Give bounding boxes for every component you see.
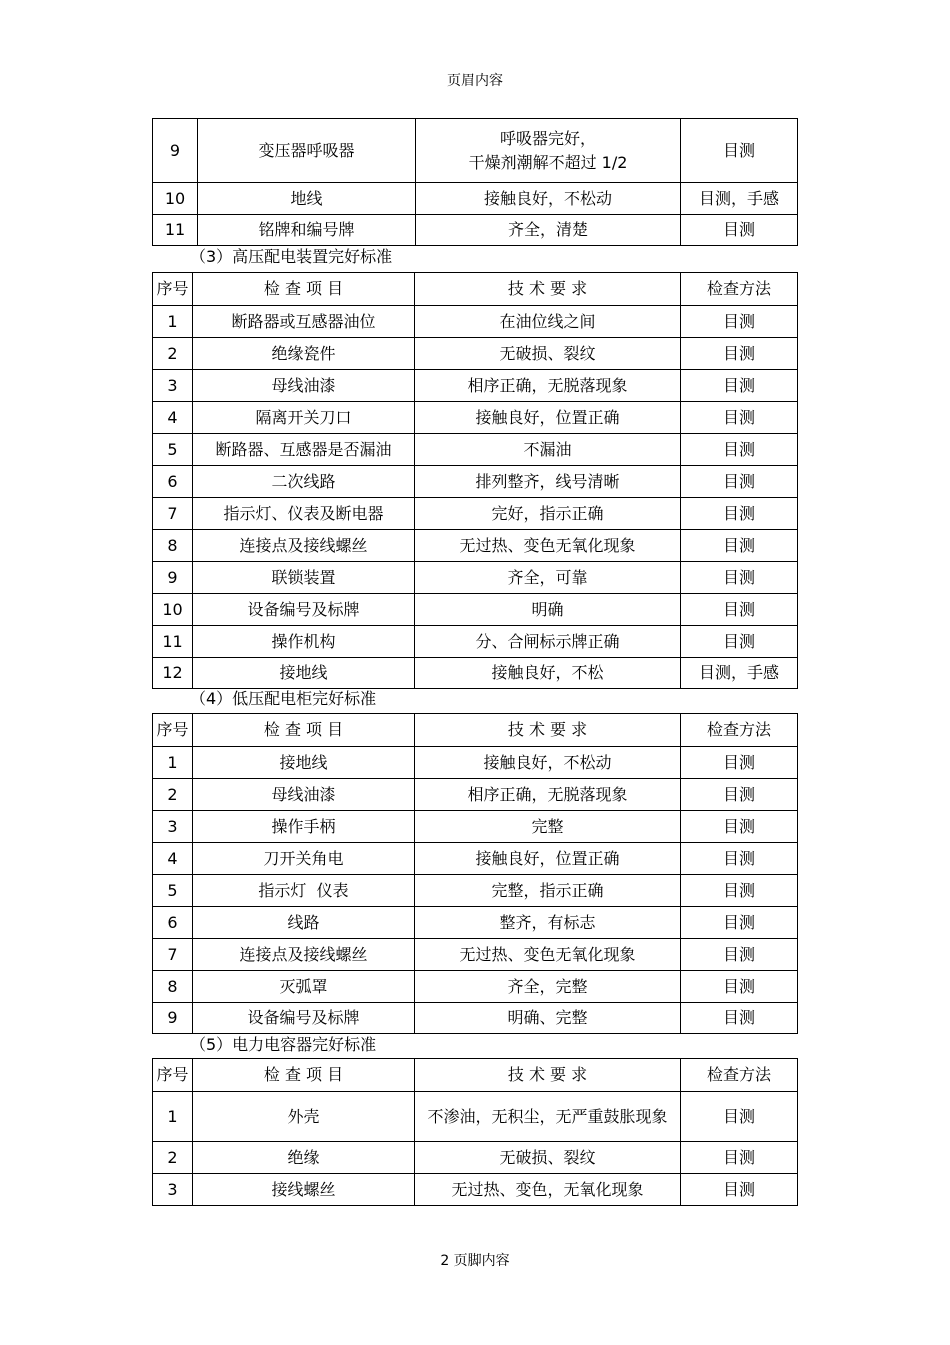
cell-no: 12 (153, 658, 193, 689)
cell-method: 目测 (681, 434, 798, 466)
table-row (153, 215, 798, 246)
header-no: 序号 (153, 273, 193, 306)
cell-method: 目测 (681, 747, 798, 779)
cell-no: 10 (153, 594, 193, 626)
header-method: 检查方法 (681, 1059, 798, 1092)
cell-method: 目测，手感 (681, 658, 798, 689)
cell-method: 目测 (681, 843, 798, 875)
cell-req: 明确 (415, 594, 681, 626)
cell-method: 目测 (681, 779, 798, 811)
table-header-row (153, 714, 798, 747)
cell-item: 铭牌和编号牌 (198, 215, 416, 246)
cell-item: 二次线路 (193, 466, 415, 498)
cell-req: 齐全，完整 (415, 971, 681, 1003)
table-row (153, 626, 798, 658)
cell-no: 7 (153, 939, 193, 971)
cell-req: 无破损、裂纹 (415, 1142, 681, 1174)
cell-req: 齐全，清楚 (416, 215, 681, 246)
cell-item: 线路 (193, 907, 415, 939)
cell-no: 3 (153, 811, 193, 843)
cell-req: 完整 (415, 811, 681, 843)
table-row (153, 907, 798, 939)
header-req: 技 术 要 求 (415, 714, 681, 747)
cell-no: 9 (153, 119, 198, 183)
cell-item: 指示灯 仪表 (193, 875, 415, 907)
table-row (153, 370, 798, 402)
cell-item: 绝缘 (193, 1142, 415, 1174)
cell-req: 齐全，可靠 (415, 562, 681, 594)
cell-item: 连接点及接线螺丝 (193, 939, 415, 971)
cell-method: 目测 (681, 562, 798, 594)
cell-method: 目测，手感 (681, 183, 798, 215)
cell-req: 相序正确，无脱落现象 (415, 779, 681, 811)
cell-no: 1 (153, 1092, 193, 1142)
cell-item: 断路器或互感器油位 (193, 306, 415, 338)
table-row (153, 338, 798, 370)
table-header-row (153, 273, 798, 306)
req-line-1: 呼吸器完好， (499, 128, 596, 148)
cell-req: 分、合闸标示牌正确 (415, 626, 681, 658)
cell-method: 目测 (681, 626, 798, 658)
cell-item: 断路器、互感器是否漏油 (193, 434, 415, 466)
section-4-title: （4）低压配电柜完好标准 (190, 689, 377, 708)
cell-req: 完整，指示正确 (415, 875, 681, 907)
cell-req: 无过热、变色，无氧化现象 (415, 1174, 681, 1206)
cell-method: 目测 (681, 370, 798, 402)
cell-item: 刀开关角电 (193, 843, 415, 875)
cell-item: 外壳 (193, 1092, 415, 1142)
cell-item: 操作手柄 (193, 811, 415, 843)
cell-no: 1 (153, 747, 193, 779)
cell-req: 无过热、变色无氧化现象 (415, 530, 681, 562)
table-row (153, 843, 798, 875)
cell-req: 明确、完整 (415, 1003, 681, 1034)
cell-req (416, 119, 681, 183)
cell-req: 不漏油 (415, 434, 681, 466)
cell-no: 1 (153, 306, 193, 338)
cell-method: 目测 (681, 466, 798, 498)
cell-item: 联锁装置 (193, 562, 415, 594)
cell-method: 目测 (681, 498, 798, 530)
table-row (153, 306, 798, 338)
table-row (153, 658, 798, 689)
table-row (153, 402, 798, 434)
cell-req: 接触良好，不松动 (416, 183, 681, 215)
table-row (153, 939, 798, 971)
cell-req: 整齐，有标志 (415, 907, 681, 939)
header-method: 检查方法 (681, 273, 798, 306)
cell-method: 目测 (681, 306, 798, 338)
cell-no: 6 (153, 907, 193, 939)
cell-req: 在油位线之间 (415, 306, 681, 338)
cell-req: 不渗油，无积尘，无严重鼓胀现象 (415, 1092, 681, 1142)
cell-method: 目测 (681, 594, 798, 626)
cell-no: 4 (153, 402, 193, 434)
cell-method: 目测 (681, 1092, 798, 1142)
cell-item: 隔离开关刀口 (193, 402, 415, 434)
page-header: 页眉内容 (447, 73, 503, 89)
cell-no: 9 (153, 562, 193, 594)
cell-no: 7 (153, 498, 193, 530)
cell-item: 设备编号及标牌 (193, 594, 415, 626)
cell-method: 目测 (681, 1003, 798, 1034)
table-section-4 (152, 713, 797, 1034)
table-row (153, 1174, 798, 1206)
cell-method: 目测 (681, 971, 798, 1003)
cell-req: 接触良好，不松 (415, 658, 681, 689)
cell-item: 接地线 (193, 747, 415, 779)
cell-no: 8 (153, 530, 193, 562)
cell-req: 接触良好，位置正确 (415, 843, 681, 875)
cell-method: 目测 (681, 811, 798, 843)
cell-req: 相序正确，无脱落现象 (415, 370, 681, 402)
cell-req: 无破损、裂纹 (415, 338, 681, 370)
table-header-row (153, 1059, 798, 1092)
cell-no: 5 (153, 434, 193, 466)
cell-method: 目测 (681, 1142, 798, 1174)
cell-method: 目测 (681, 402, 798, 434)
table-section-3 (152, 272, 797, 689)
cell-req: 排列整齐，线号清晰 (415, 466, 681, 498)
table-row (153, 747, 798, 779)
table-row (153, 594, 798, 626)
table-row (153, 183, 798, 215)
cell-no: 9 (153, 1003, 193, 1034)
cell-no: 5 (153, 875, 193, 907)
table-row (153, 971, 798, 1003)
cell-no: 2 (153, 779, 193, 811)
cell-item: 操作机构 (193, 626, 415, 658)
table-row (153, 779, 798, 811)
table-row (153, 562, 798, 594)
header-no: 序号 (153, 714, 193, 747)
req-line-2: 干燥剂潮解不超过 1/2 (468, 152, 628, 172)
header-req: 技 术 要 求 (415, 1059, 681, 1092)
cell-method: 目测 (681, 215, 798, 246)
table-row (153, 811, 798, 843)
cell-req: 完好，指示正确 (415, 498, 681, 530)
cell-no: 2 (153, 338, 193, 370)
header-item: 检 查 项 目 (193, 1059, 415, 1092)
cell-method: 目测 (681, 875, 798, 907)
cell-no: 3 (153, 1174, 193, 1206)
table-row (153, 119, 798, 183)
cell-no: 4 (153, 843, 193, 875)
cell-item: 灭弧罩 (193, 971, 415, 1003)
cell-req: 接触良好，位置正确 (415, 402, 681, 434)
cell-method: 目测 (681, 530, 798, 562)
cell-no: 6 (153, 466, 193, 498)
table-row (153, 530, 798, 562)
table-row (153, 434, 798, 466)
table-row (153, 875, 798, 907)
cell-item: 指示灯、仪表及断电器 (193, 498, 415, 530)
cell-item: 接地线 (193, 658, 415, 689)
table-row (153, 466, 798, 498)
cell-item: 地线 (198, 183, 416, 215)
table-row (153, 1003, 798, 1034)
cell-method: 目测 (681, 338, 798, 370)
cell-item: 设备编号及标牌 (193, 1003, 415, 1034)
header-method: 检查方法 (681, 714, 798, 747)
cell-method: 目测 (681, 939, 798, 971)
table-section-5 (152, 1058, 797, 1206)
cell-item: 接线螺丝 (193, 1174, 415, 1206)
table-continuation (152, 118, 797, 246)
cell-item: 母线油漆 (193, 370, 415, 402)
cell-no: 11 (153, 215, 198, 246)
cell-item: 母线油漆 (193, 779, 415, 811)
cell-item: 变压器呼吸器 (198, 119, 416, 183)
section-3-title: （3）高压配电装置完好标准 (190, 247, 393, 266)
cell-method: 目测 (681, 1174, 798, 1206)
cell-req: 无过热、变色无氧化现象 (415, 939, 681, 971)
header-req: 技 术 要 求 (415, 273, 681, 306)
cell-req: 接触良好，不松动 (415, 747, 681, 779)
cell-no: 8 (153, 971, 193, 1003)
cell-no: 10 (153, 183, 198, 215)
page-footer: 2 页脚内容 (440, 1253, 510, 1269)
cell-no: 11 (153, 626, 193, 658)
table-row (153, 1142, 798, 1174)
table-row (153, 1092, 798, 1142)
section-5-title: （5）电力电容器完好标准 (190, 1035, 377, 1054)
cell-item: 绝缘瓷件 (193, 338, 415, 370)
cell-item: 连接点及接线螺丝 (193, 530, 415, 562)
header-no: 序号 (153, 1059, 193, 1092)
cell-method: 目测 (681, 907, 798, 939)
cell-no: 2 (153, 1142, 193, 1174)
cell-no: 3 (153, 370, 193, 402)
header-item: 检 查 项 目 (193, 273, 415, 306)
header-item: 检 查 项 目 (193, 714, 415, 747)
cell-method: 目测 (681, 119, 798, 183)
table-row (153, 498, 798, 530)
